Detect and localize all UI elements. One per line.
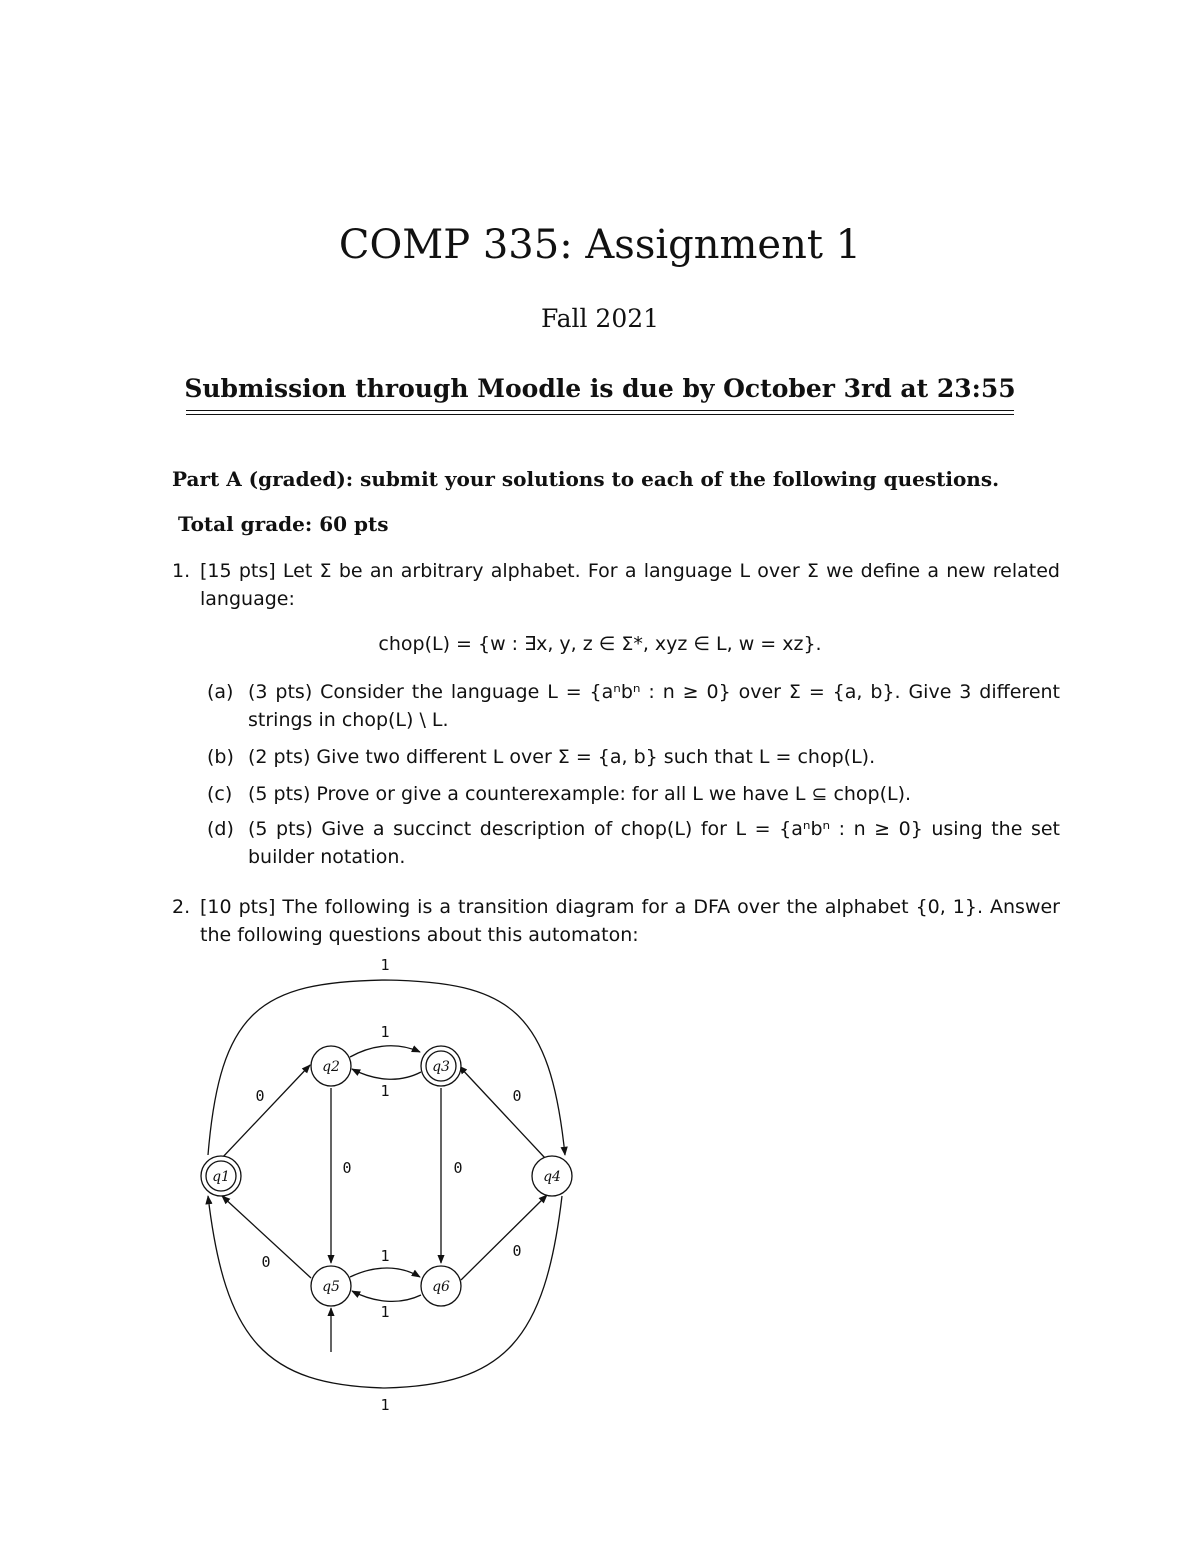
due-date-line: Submission through Moodle is due by October 3rd at 23:55	[184, 374, 1016, 403]
edge-q1-q2	[221, 1065, 310, 1159]
state-q5-label: q5	[322, 1279, 340, 1295]
label-q6-q4: 0	[512, 1242, 522, 1260]
label-q1-q2: 0	[255, 1087, 265, 1105]
label-q5-q6: 1	[380, 1247, 390, 1265]
page-title: COMP 335: Assignment 1	[338, 222, 862, 268]
q1-intro: [15 pts] Let Σ be an arbitrary alphabet. For a language L over Σ we define a new related language:	[200, 560, 1060, 610]
edge-q6-q5	[352, 1291, 421, 1301]
edge-q3-q2	[352, 1069, 421, 1079]
label-q2-q5: 0	[342, 1159, 352, 1177]
q1c-label: (c)	[207, 783, 233, 805]
q2-number: 2.	[172, 896, 191, 918]
edge-q4-q3	[459, 1066, 545, 1158]
q1-number: 1.	[172, 560, 191, 582]
q1c-text: (5 pts) Prove or give a counterexample: for all L we have L ⊆ chop(L).	[248, 783, 912, 805]
q1a-text: (3 pts) Consider the language L = {aⁿbⁿ : n ≥ 0} over Σ = {a, b}. Give 3 different strings in chop(L) \ L.	[248, 681, 1060, 731]
edge-q1-q4-top	[208, 980, 565, 1155]
total-grade: Total grade: 60 pts	[178, 512, 389, 536]
state-q3-label: q3	[432, 1059, 450, 1075]
q1b-label: (b)	[207, 746, 234, 768]
label-q3-q6: 0	[453, 1159, 463, 1177]
dfa-diagram	[180, 950, 600, 1430]
edge-q4-q1-bottom	[208, 1196, 562, 1388]
state-q1-label: q1	[212, 1169, 230, 1185]
label-q6-q5: 1	[380, 1303, 390, 1321]
edge-q2-q3	[350, 1046, 420, 1057]
label-q2-q3: 1	[380, 1023, 390, 1041]
q1-formula: chop(L) = {w : ∃x, y, z ∈ Σ*, xyz ∈ L, w = xz}.	[378, 633, 822, 655]
label-q5-q1: 0	[261, 1253, 271, 1271]
due-underline-top	[186, 410, 1014, 411]
state-q2-label: q2	[322, 1059, 340, 1075]
part-a-heading: Part A (graded): submit your solutions to each of the following questions.	[172, 467, 1000, 491]
q1d-label: (d)	[207, 818, 234, 840]
edge-q6-q4	[461, 1195, 547, 1280]
q1a-label: (a)	[207, 681, 234, 703]
q1b-text: (2 pts) Give two different L over Σ = {a, b} such that L = chop(L).	[248, 746, 876, 768]
state-q4-label: q4	[543, 1169, 561, 1185]
label-q3-q2: 1	[380, 1082, 390, 1100]
q2-intro: [10 pts] The following is a transition diagram for a DFA over the alphabet {0, 1}. Answer the following questions about this automaton:	[200, 896, 1060, 946]
due-underline-bottom	[186, 414, 1014, 415]
q1d-text: (5 pts) Give a succinct description of chop(L) for L = {aⁿbⁿ : n ≥ 0} using the set builder notation.	[248, 818, 1060, 868]
label-q4-q1: 1	[380, 1396, 390, 1414]
state-q6-label: q6	[432, 1279, 450, 1295]
term-label: Fall 2021	[540, 304, 660, 333]
label-q1-q4: 1	[380, 956, 390, 974]
label-q4-q3: 0	[512, 1087, 522, 1105]
edge-q5-q6	[350, 1268, 420, 1277]
